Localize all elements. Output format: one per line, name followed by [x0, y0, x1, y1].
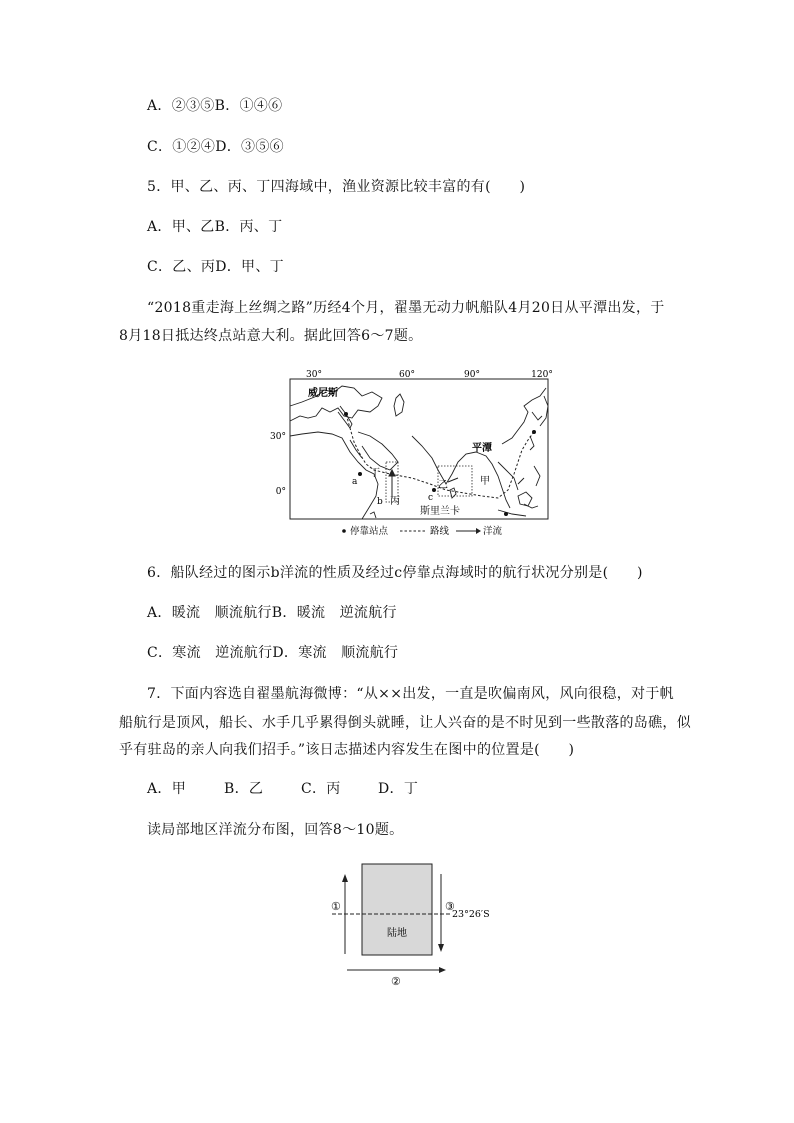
- q7-option-c: C．丙: [301, 781, 341, 797]
- lon-label-90: 90°: [464, 370, 480, 380]
- label-bing: 丙: [390, 496, 400, 507]
- label-c: c: [428, 493, 434, 503]
- lon-label-120: 120°: [531, 370, 553, 380]
- stop-venice: [344, 412, 348, 416]
- q5-stem: 5．甲、乙、丙、丁四海域中，渔业资源比较丰富的有( ): [147, 179, 526, 195]
- label-b: b: [377, 497, 383, 507]
- stop-pingtan: [532, 430, 536, 434]
- q7-line2: 船航行是顶风，船长、水手几乎累得倒头就睡，让人兴奋的是不时见到一些散落的岛礁，似: [119, 715, 691, 731]
- current-1-arrowhead: [342, 874, 348, 882]
- legend-current-arrowhead: [476, 528, 481, 534]
- intro2-text: 读局部地区洋流分布图，回答8～10题。: [147, 822, 404, 838]
- q6-options-ab: A．暖流 顺流航行B．暖流 逆流航行: [147, 605, 397, 621]
- legend-current: 洋流: [483, 526, 503, 537]
- legend-route: 路线: [430, 526, 450, 537]
- label-yi: 乙: [438, 480, 448, 491]
- legend-stop-dot: [342, 529, 346, 533]
- q7-line3: 乎有驻岛的亲人向我们招手。”该日志描述内容发生在图中的位置是( ): [119, 742, 575, 758]
- q6-options-cd: C．寒流 逆流航行D．寒流 顺流航行: [147, 645, 399, 661]
- map-legend: [342, 525, 502, 537]
- lat-label-30: 30°: [270, 432, 286, 442]
- intro1-line2: 8月18日抵达终点站意大利。据此回答6～7题。: [119, 328, 423, 344]
- land-block: [362, 864, 432, 955]
- q5-options-cd: C．乙、丙D．甲、丁: [147, 259, 284, 275]
- stop-extra: [504, 512, 508, 516]
- label-ding: 丁: [370, 468, 380, 479]
- q6-stem: 6．船队经过的图示b洋流的性质及经过c停靠点海域时的航行状况分别是( ): [147, 565, 643, 581]
- label-a: a: [352, 477, 358, 487]
- label-pingtan: 平潭: [472, 443, 492, 454]
- latitude-label: 23°26′S: [452, 909, 490, 920]
- lon-label-30: 30°: [306, 370, 322, 380]
- q4-options-ab: A．②③⑤B．①④⑥: [147, 98, 283, 114]
- current-1-label: ①: [331, 900, 341, 913]
- intro1-line1: “2018重走海上丝绸之路”历经4个月，翟墨无动力帆船队4月20日从平潭出发，于: [147, 300, 665, 316]
- current-3-arrowhead: [438, 944, 444, 952]
- q5-options-ab: A．甲、乙B．丙、丁: [147, 219, 283, 235]
- current-2-label: ②: [391, 975, 401, 988]
- route-map: [262, 366, 562, 542]
- legend-stop: 停靠站点: [350, 526, 389, 537]
- current-diagram: [325, 858, 525, 990]
- q7-option-d: D．丁: [378, 781, 419, 797]
- current-3-label: ③: [445, 900, 455, 913]
- label-venice: 威尼斯: [308, 388, 338, 399]
- q7-line1: 7．下面内容选自翟墨航海微博：“从××出发，一直是吹偏南风，风向很稳，对于帆: [147, 686, 674, 702]
- q4-options-cd: C．①②④D．③⑤⑥: [147, 139, 284, 155]
- current-2-arrowhead: [439, 967, 446, 973]
- lat-label-0: 0°: [275, 487, 286, 497]
- stop-c: [432, 488, 436, 492]
- q7-option-b: B．乙: [224, 781, 264, 797]
- stop-a: [358, 472, 362, 476]
- lon-label-60: 60°: [399, 370, 415, 380]
- land-label: 陆地: [387, 928, 407, 939]
- map-frame: [290, 379, 548, 519]
- label-srilanka: 斯里兰卡: [420, 506, 460, 517]
- q7-option-a: A．甲: [147, 781, 187, 797]
- label-jia: 甲: [480, 476, 490, 487]
